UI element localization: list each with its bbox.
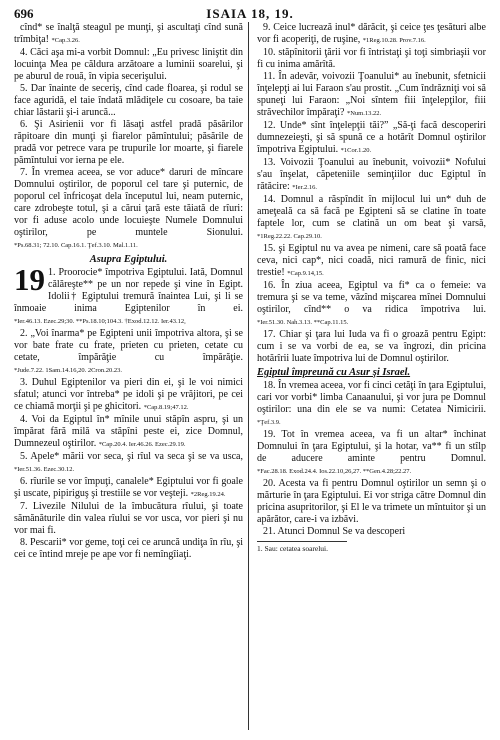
verse-19-9: 9. Ceice lucrează inul* dărăcit, şi ceice ţes ţesături albe vor fi acoperiţi, de ruşine, *1Reg.10.28. Prov.7.16. — [257, 22, 486, 45]
verse-18-5: 5. Dar înainte de seceriş, cînd cade floarea, şi rodul se face aguridă, el taie îndată mlădiţele cu cosoare, ba taie chiar lăstarii şi-i aruncă... — [14, 83, 243, 118]
verse-19-16: 16. În ziua aceea, Egiptul va fi* ca o femeie: va tremura şi se va teme, văzînd mişcarea mînei Domnului oştirilor, cînd** o va ridica împotriva lui. *Ier.51.30. Nah.3.13. **Cap.11.15. — [257, 280, 486, 326]
verse-19-1: 19 1. Proorocie* împotriva Egiptului. Iată, Domnul călăreşte** pe un nor repede şi vine în Egipt. Idolii† Egiptului tremură înaintea Lui, şi li se înmoaie inima Egiptenilor în ei. *Ier.46.13. Ezec.29;30. **Ps.18.10;104.3. †Exod.12.12. Ier.43.12, — [14, 262, 243, 325]
right-column — [257, 22, 486, 555]
cross-reference: *Ps.68.31; 72.10. Cap.16.1. Ţef.3.10. Mal.1.11. — [14, 242, 138, 249]
cross-reference: *1Reg.10.28. Prov.7.16. — [362, 37, 426, 44]
verse-19-13: 13. Voivozii Ţoanului au înebunit, voivozii* Nofului s'au înşelat, căpeteniile seminţiilor duc Egiptul în rătăcire: *Ier.2.16. — [257, 157, 486, 192]
cross-reference: *1Cor.1.20. — [340, 147, 372, 154]
verse-18-7: 7. În vremea aceea, se vor aduce* daruri de mîncare Domnului oştirilor, de poporul cel tare şi puternic, de poporul cel înfricoşat dela începutul lui, neam puternic, care zdrobeşte totul, şi a cărui ţară este tăiată de rîuri: vor fi aduse acolo unde locuieşte Numele Domnului oştirilor, pe muntele Sionului. *Ps.68.31; 72.10. Cap.16.1. Ţef.3.10. Mal.1.11. — [14, 167, 243, 249]
verse-19-6: 6. rîurile se vor împuţi, canalele* Egiptului vor fi goale şi uscate, pipiriguş şi trestiile se vor veşteji. *2Reg.19.24. — [14, 476, 243, 499]
cross-reference: *2Reg.19.24. — [190, 491, 226, 498]
column-divider — [248, 22, 249, 730]
cross-reference: *Ier.51.36. Ezec.30.12. — [14, 466, 75, 473]
cross-reference: *Num.13.22. — [346, 110, 382, 117]
verse-19-12: 12. Unde* sînt înţelepţii tăi?” „Să-ţi facă descoperiri dumnezeieşti, şi să spună ce a hotărît Domnul oştirilor împotriva Egiptului. *1Cor.1.20. — [257, 120, 486, 155]
chapter-number: 19 — [14, 262, 45, 297]
verse-19-17: 17. Chiar şi ţara lui Iuda va fi o groază pentru Egipt: cum i se va vorbi de ea, se va îngrozi, din pricina hotărîrii luate împotriva lui de Domnul oştirilor. — [257, 329, 486, 364]
cross-reference: *Ier.51.30. Nah.3.13. **Cap.11.15. — [257, 319, 349, 326]
cross-reference: *Cap.8.19;47.12. — [143, 404, 189, 411]
page-number: 696 — [14, 6, 34, 21]
verse-19-20: 20. Acesta va fi pentru Domnul oştirilor un semn şi o mărturie în ţara Egiptului. Ei vor striga către Domnul din pricina asupritorilor, şi El le va trimete un mîntuitor şi un apărător, care-i va izbăvi. — [257, 478, 486, 525]
verse-18-4: 4. Căci aşa mi-a vorbit Domnul: „Eu privesc liniştit din locuinţa Mea pe căldura arzătoare a luminii soarelui, şi pe aburul de rouă, în vipia secerişului. — [14, 47, 243, 82]
cross-reference: *Ier.2.16. — [292, 184, 317, 191]
cross-reference: *1Reg.22.22. Cap.29.10. — [257, 233, 322, 240]
cross-reference: *Cap.20.4. Ier.46.26. Ezec.29.19. — [98, 441, 186, 448]
page-header — [14, 6, 486, 22]
verse-18-6: 6. Şi Asirienii vor fi lăsaţi astfel pradă păsărilor răpitoare din munţi şi fiarelor pămîntului; păsările de pradă vor petrece vara pe trupurile lor moarte, şi fiarele pămîntului vor ierna pe ele. — [14, 119, 243, 166]
section-heading: Egiptul împreună cu Asur şi Israel. — [257, 367, 411, 378]
verse-19-18: 18. În vremea aceea, vor fi cinci cetăţi în ţara Egiptului, cari vor vorbi* limba Canaanului, şi vor jura pe Domnul oştirilor: una din ele se va numi: Cetatea Nimicirii. *Ţef.3.9. — [257, 380, 486, 426]
verse-19-21: 21. Atunci Domnul Se va descoperi — [263, 526, 406, 537]
cross-reference: *Jude.7.22. 1Sam.14.16,20. 2Cron.20.23. — [14, 367, 122, 374]
cross-reference: *Ier.46.13. Ezec.29;30. **Ps.18.10;104.3. †Exod.12.12. Ier.43.12, — [14, 318, 186, 325]
section-heading: Asupra Egiptului. — [89, 254, 168, 265]
verse-19-19: 19. Tot în vremea aceea, va fi un altar* închinat Domnului în ţara Egiptului, şi la hotar, va** fi un stîlp de aducere aminte pentru Domnul. *Fac.28.18. Exod.24.4. Ios.22.10,26,27. **Gen.4.28;22.27. — [257, 429, 486, 475]
cross-reference: *Cap.3.26. — [51, 37, 80, 44]
verse-19-14: 14. Domnul a răspîndit în mijlocul lui un* duh de ameţeală ca să facă pe Egipteni să se clatine în toate faptele lor, cum se clatină un om beat şi varsă, *1Reg.22.22. Cap.29.10. — [257, 194, 486, 240]
running-title: ISAIA 18, 19. — [206, 6, 294, 21]
verse-19-3: 3. Duhul Egiptenilor va pieri din ei, şi le voi nimici sfatul; atunci vor întreba* pe idoli şi pe vrăjitori, pe cei ce chiamă morţii şi pe ghicitori. *Cap.8.19;47.12. — [14, 377, 243, 412]
cross-reference: *Ţef.3.9. — [257, 419, 281, 426]
left-column — [14, 22, 243, 561]
verse-19-11: 11. În adevăr, voivozii Ţoanului* au înebunit, sfetnicii înţelepţi ai lui Faraon s'au prostit. „Cum îndrăzniţi voi să spuneţi lui Faraon: „Noi sîntem fiii înţelepţilor, fiii străvechilor împăraţi? *Num.13.22. — [257, 71, 486, 118]
cross-reference: *Fac.28.18. Exod.24.4. Ios.22.10,26,27. **Gen.4.28;22.27. — [257, 468, 412, 475]
verse-19-7: 7. Livezile Nilului de la îmbucătura rîului, şi toate sămănăturile din valea rîului se vor usca, vor pieri şi nu vor mai fi. — [14, 501, 243, 536]
verse-19-15: 15. şi Egiptul nu va avea pe nimeni, care să poată face ceva, nici cap*, nici coadă, nici ramură de finic, nici trestie! *Cap.9.14,15. — [257, 243, 486, 278]
verse-19-5: 5. Apele* mării vor seca, şi rîul va seca şi se va usca, *Ier.51.36. Ezec.30.12. — [14, 451, 243, 473]
verse-19-10: 10. stăpînitorii ţării vor fi întristaţi şi toţi simbriaşii vor fi cu inima amărîtă. — [257, 47, 486, 70]
verse-19-4: 4. Voi da Egiptul în* mînile unui stăpîn aspru, şi un împărat fără milă va stăpîni peste ei, zice Domnul, Dumnezeul oştirilor. *Cap.20.4. Ier.46.26. Ezec.29.19. — [14, 414, 243, 449]
verse-19-2: 2. „Voi înarma* pe Egipteni unii împotriva altora, şi se vor bate frate cu frate, prieten cu prieten, cetate cu cetate, împărăţie cu împărăţie. *Jude.7.22. 1Sam.14.16,20. 2Cron.20.23. — [14, 328, 243, 374]
footnote: 1. Sau: cetatea soarelui. — [257, 541, 347, 555]
cross-reference: *Cap.9.14,15. — [287, 270, 324, 277]
verse-18-3: cînd* se înalţă steagul pe munţi, şi ascultaţi cînd sună trîmbiţa! *Cap.3.26. — [14, 22, 243, 45]
verse-19-8: 8. Pescarii* vor geme, toţi cei ce aruncă undiţa în rîu, şi cei ce întind mreje pe ape vor fi nemîngîiaţi. — [14, 537, 243, 560]
